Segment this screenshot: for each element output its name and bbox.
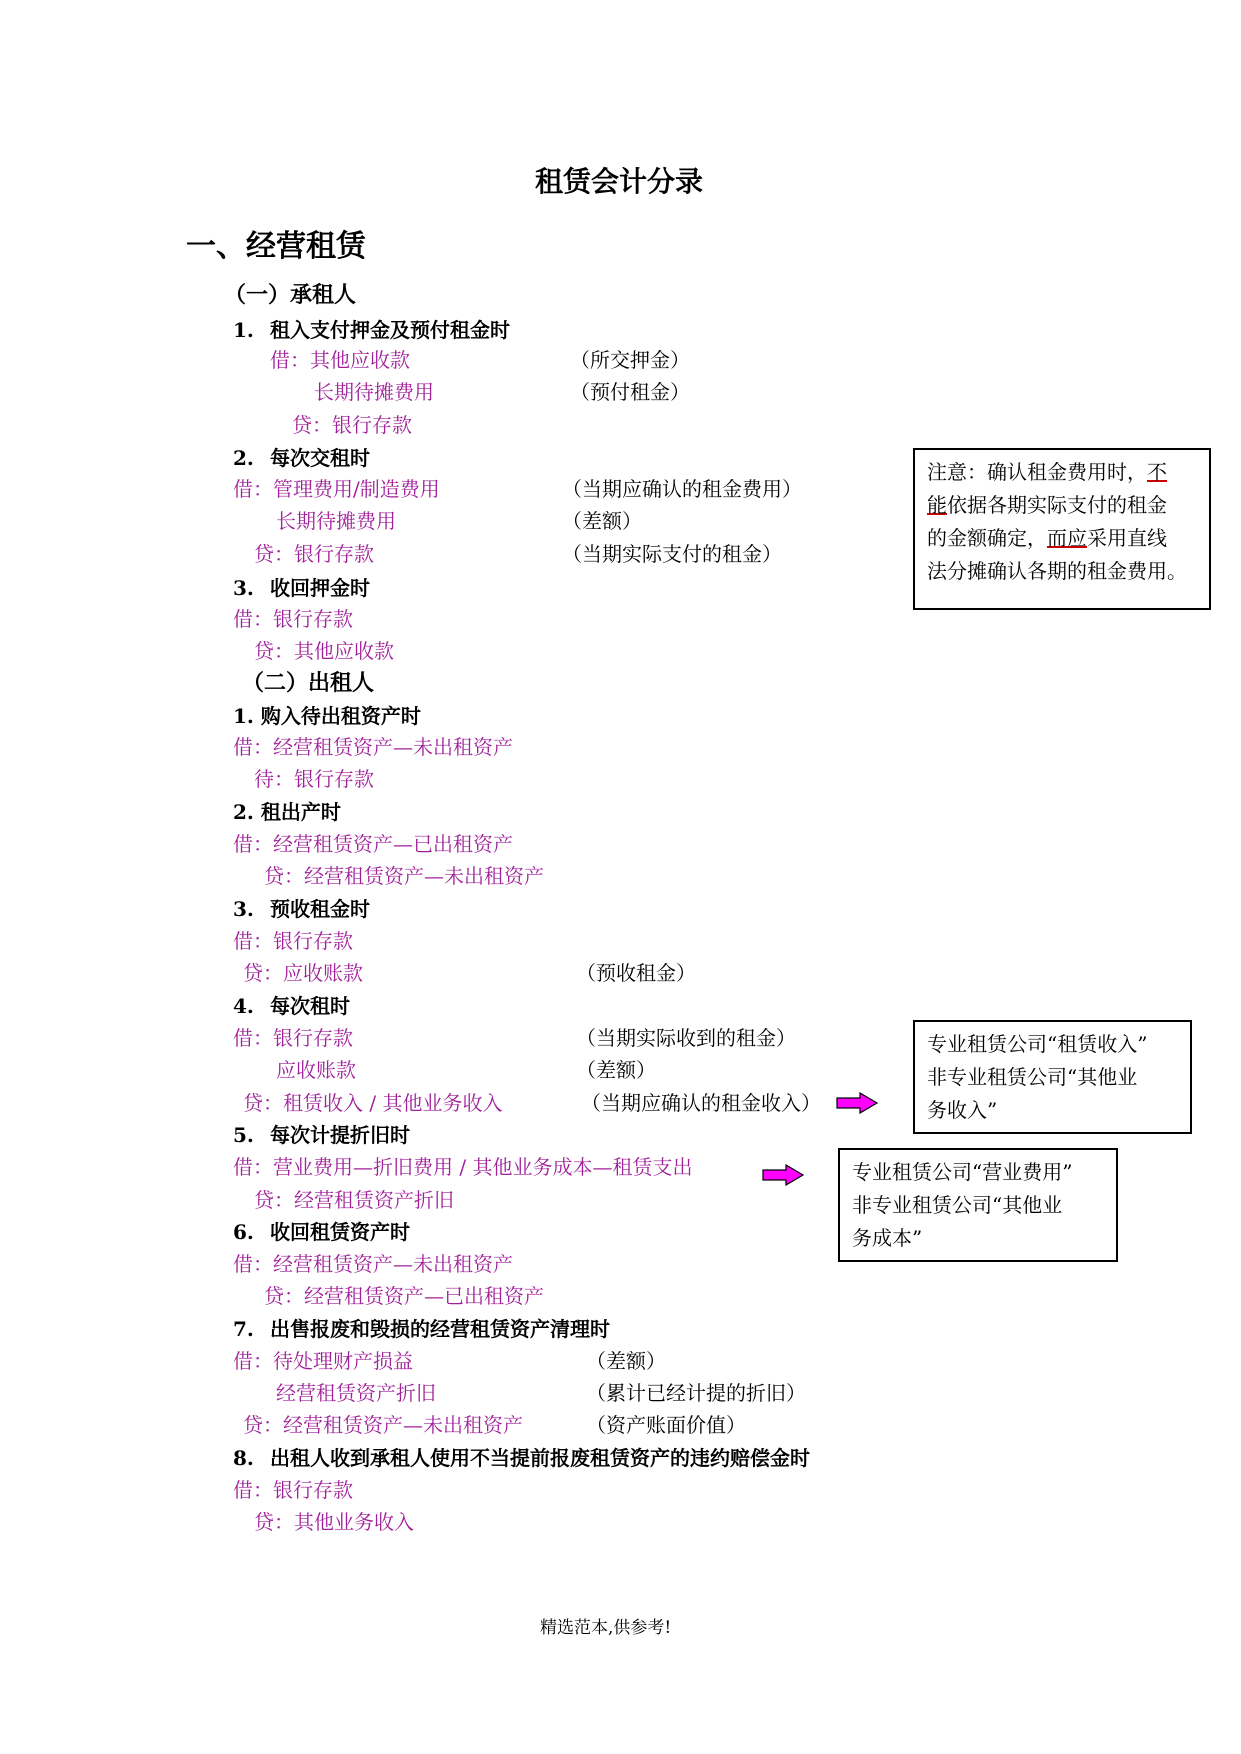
entry-line: 贷：其他应收款 [254, 639, 394, 663]
item-number: 6. [233, 1220, 254, 1244]
entry-line: 贷：租赁收入 / 其他业务收入 [243, 1091, 503, 1115]
income-note-box [913, 1020, 1192, 1134]
entry-line: 借：银行存款 [233, 929, 353, 953]
entry-line: 借：银行存款 [233, 607, 353, 631]
entry-note: （预付租金） [570, 380, 690, 404]
entry-line: 贷：经营租赁资产—已出租资产 [264, 1284, 544, 1308]
item-title: 预收租金时 [270, 897, 370, 921]
item-title: 收回押金时 [270, 576, 370, 600]
entry-note: （资产账面价值） [586, 1413, 746, 1437]
item-title: 每次租时 [270, 994, 350, 1018]
note-box [913, 448, 1211, 610]
entry-line: 借：营业费用—折旧费用 / 其他业务成本—租赁支出 [233, 1155, 693, 1179]
note-line: 务收入” [927, 1098, 998, 1122]
note-text-underlined: 而应 [1047, 526, 1087, 550]
section-heading: 一、经营租赁 [186, 229, 366, 264]
document-title: 租赁会计分录 [535, 165, 704, 198]
lessor-heading: （二）出租人 [242, 670, 375, 696]
note-line: 专业租赁公司“营业费用” [852, 1160, 1073, 1184]
entry-line: 贷：银行存款 [292, 413, 412, 437]
item-number: 4. [233, 994, 254, 1018]
note-text: 依据各期实际支付的租金 [947, 493, 1167, 517]
note-text: 法分摊确认各期的租金费用。 [927, 559, 1187, 583]
item-title: 出售报废和毁损的经营租赁资产清理时 [270, 1317, 610, 1341]
entry-note: （当期应确认的租金费用） [562, 477, 802, 501]
item-title: 2. 租出产时 [233, 800, 341, 824]
note-line: 专业租赁公司“租赁收入” [927, 1032, 1148, 1056]
note-text-underlined: 能 [927, 493, 947, 517]
arrow-right-icon-shape [763, 1165, 803, 1185]
entry-note: （所交押金） [570, 348, 690, 372]
entry-note: （当期应确认的租金收入） [581, 1091, 821, 1115]
note-line: 非专业租赁公司“其他业 [927, 1065, 1138, 1089]
entry-line: 应收账款 [276, 1058, 356, 1082]
item-number: 2. [233, 446, 254, 470]
entry-line: 贷：经营租赁资产—未出租资产 [243, 1413, 523, 1437]
entry-line: 贷：应收账款 [243, 961, 363, 985]
item-number: 3. [233, 576, 254, 600]
entry-line: 借：银行存款 [233, 1478, 353, 1502]
entry-line: 经营租赁资产折旧 [276, 1381, 436, 1405]
entry-note: （差额） [586, 1349, 666, 1373]
item-title: 出租人收到承租人使用不当提前报废租赁资产的违约赔偿金时 [270, 1446, 810, 1470]
item-title: 1. 购入待出租资产时 [233, 704, 421, 728]
item-title: 每次交租时 [270, 446, 370, 470]
entry-note: （预收租金） [576, 961, 696, 985]
entry-line: 借：经营租赁资产—未出租资产 [233, 1252, 513, 1276]
entry-line: 长期待摊费用 [276, 509, 396, 533]
item-number: 5. [233, 1123, 254, 1147]
arrow-right-icon [836, 1092, 878, 1114]
entry-note: （当期实际支付的租金） [562, 542, 782, 566]
entry-note: （差额） [576, 1058, 656, 1082]
cost-note-box [838, 1148, 1118, 1262]
note-text: 的金额确定， [927, 526, 1047, 550]
entry-note: （差额） [562, 509, 642, 533]
note-text-underlined: 不 [1147, 460, 1167, 484]
lessee-heading: （一）承租人 [224, 282, 357, 308]
entry-line: 借：银行存款 [233, 1026, 353, 1050]
arrow-right-icon [762, 1164, 804, 1186]
entry-note: （当期实际收到的租金） [576, 1026, 796, 1050]
entry-line: 借：经营租赁资产—已出租资产 [233, 832, 513, 856]
entry-line: 待：银行存款 [254, 767, 374, 791]
page-footer: 精选范本,供参考! [540, 1618, 672, 1638]
note-line: 非专业租赁公司“其他业 [852, 1193, 1063, 1217]
note-text: 采用直线 [1087, 526, 1167, 550]
item-number: 7. [233, 1317, 254, 1341]
entry-line: 贷：经营租赁资产—未出租资产 [264, 864, 544, 888]
arrow-right-icon-shape [837, 1093, 877, 1113]
item-title: 每次计提折旧时 [270, 1123, 410, 1147]
entry-line: 贷：银行存款 [254, 542, 374, 566]
item-number: 3. [233, 897, 254, 921]
item-title: 收回租赁资产时 [270, 1220, 410, 1244]
entry-line: 贷：经营租赁资产折旧 [254, 1188, 454, 1212]
note-line: 务成本” [852, 1226, 923, 1250]
item-number: 8. [233, 1446, 254, 1470]
entry-note: （累计已经计提的折旧） [586, 1381, 806, 1405]
entry-line: 借：其他应收款 [270, 348, 410, 372]
note-text: 注意：确认租金费用时， [927, 460, 1147, 484]
item-number: 1. [233, 318, 254, 342]
entry-line: 借：待处理财产损益 [233, 1349, 413, 1373]
entry-line: 长期待摊费用 [314, 380, 434, 404]
entry-line: 借：管理费用/制造费用 [233, 477, 440, 501]
entry-line: 贷：其他业务收入 [254, 1510, 414, 1534]
entry-line: 借：经营租赁资产—未出租资产 [233, 735, 513, 759]
item-title: 租入支付押金及预付租金时 [270, 318, 510, 342]
